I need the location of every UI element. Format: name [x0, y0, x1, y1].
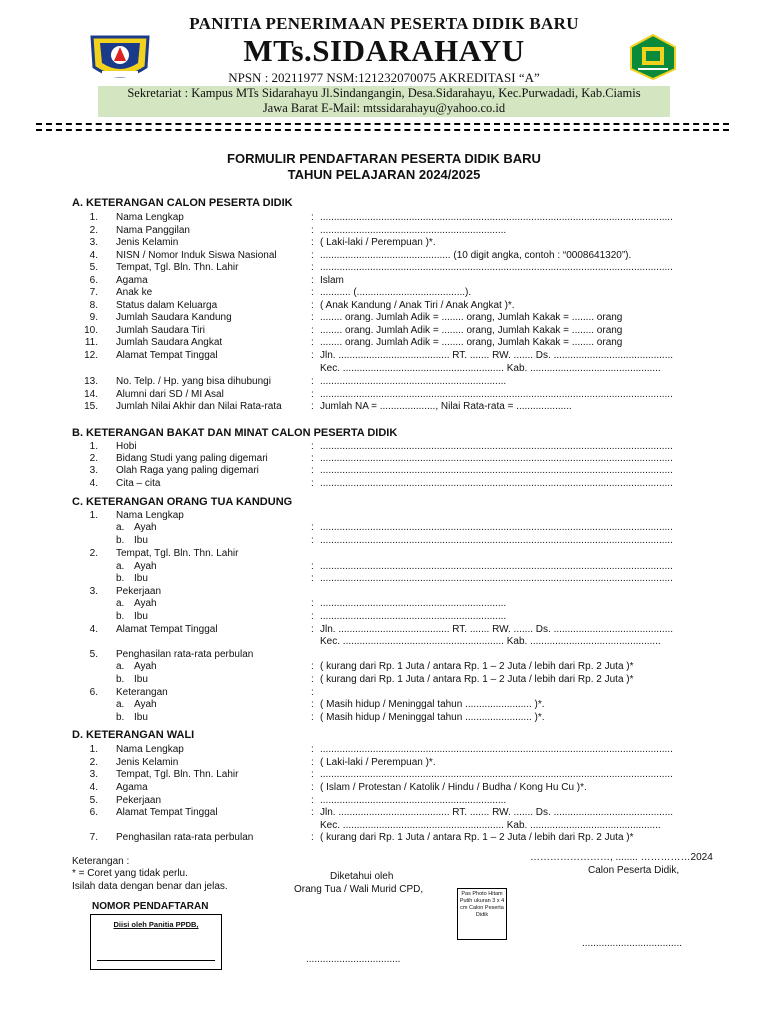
field-label: Penghasilan rata-rata perbulan — [116, 649, 254, 660]
item-number: 2. — [89, 453, 98, 464]
registration-number-heading: NOMOR PENDAFTARAN — [92, 901, 209, 912]
item-number: 5. — [89, 795, 98, 806]
field-label: Ayah — [134, 699, 157, 710]
field-label: Alamat Tempat Tinggal — [116, 350, 218, 361]
sub-item-letter: b. — [116, 535, 125, 546]
field-label: Jumlah Saudara Angkat — [116, 337, 223, 348]
field-separator: : — [311, 832, 314, 843]
field-label: Bidang Studi yang paling digemari — [116, 453, 268, 464]
item-number: 9. — [89, 312, 98, 323]
item-number: 5. — [89, 649, 98, 660]
field-separator: : — [311, 598, 314, 609]
field-label: Ayah — [134, 561, 157, 572]
field-separator: : — [311, 561, 314, 572]
item-number: 7. — [89, 832, 98, 843]
item-number: 12. — [84, 350, 98, 361]
field-label: Status dalam Keluarga — [116, 300, 218, 311]
field-separator: : — [311, 465, 314, 476]
section-heading: A. KETERANGAN CALON PESERTA DIDIK — [72, 197, 293, 209]
field-value[interactable]: Islam — [320, 275, 344, 286]
field-value[interactable]: Kec. .......................................................... Kab. ............................................... — [320, 820, 661, 831]
field-value[interactable]: ............................................................................................................................... — [320, 453, 673, 464]
field-value[interactable]: ............................................................................................................................... — [320, 744, 673, 755]
field-value[interactable]: ( kurang dari Rp. 1 Juta / antara Rp. 1 – 2 Juta / lebih dari Rp. 2 Juta )* — [320, 674, 634, 685]
address-line-2: Jawa Barat E-Mail: mtssidarahayu@yahoo.co.id — [262, 101, 506, 115]
field-separator: : — [311, 441, 314, 452]
field-label: Ibu — [134, 573, 148, 584]
field-value[interactable]: ................................................................... — [320, 598, 507, 609]
field-value[interactable]: ............................................................................................................................... — [320, 465, 673, 476]
form-title-line-2: TAHUN PELAJARAN 2024/2025 — [287, 167, 481, 182]
field-label: Tempat, Tgl. Bln. Thn. Lahir — [116, 262, 239, 273]
sub-item-letter: b. — [116, 573, 125, 584]
sub-item-letter: b. — [116, 712, 125, 723]
field-label: Hobi — [116, 441, 137, 452]
field-separator: : — [311, 453, 314, 464]
field-value[interactable]: ............................................... (10 digit angka, contoh : “0008641320”). — [320, 250, 632, 261]
field-separator: : — [311, 674, 314, 685]
item-number: 3. — [89, 237, 98, 248]
field-label: Alumni dari SD / MI Asal — [116, 389, 224, 400]
field-separator: : — [311, 478, 314, 489]
field-value[interactable]: ............................................................................................................................... — [320, 212, 673, 223]
field-value[interactable]: ( kurang dari Rp. 1 Juta / antara Rp. 1 – 2 Juta / lebih dari Rp. 2 Juta )* — [320, 832, 634, 843]
organizer-heading: PANITIA PENERIMAAN PESERTA DIDIK BARU — [189, 14, 579, 33]
secretariat-address — [98, 86, 670, 117]
item-number: 4. — [89, 250, 98, 261]
acknowledged-label: Diketahui oleh — [330, 871, 394, 882]
field-separator: : — [311, 699, 314, 710]
field-label: Anak ke — [116, 287, 153, 298]
header-divider — [36, 123, 729, 131]
field-value[interactable]: ........ orang. Jumlah Adik = ........ orang, Jumlah Kakak = ........ orang — [320, 312, 623, 323]
field-separator: : — [311, 782, 314, 793]
item-number: 5. — [89, 262, 98, 273]
field-label: Tempat, Tgl. Bln. Thn. Lahir — [116, 548, 239, 559]
form-title — [0, 151, 768, 183]
parent-guardian-label: Orang Tua / Wali Murid CPD, — [294, 884, 424, 895]
item-number: 2. — [89, 548, 98, 559]
sub-item-letter: a. — [116, 699, 125, 710]
field-separator: : — [311, 262, 314, 273]
item-number: 3. — [89, 769, 98, 780]
sub-item-letter: a. — [116, 561, 125, 572]
field-value[interactable]: Jumlah NA = ...................., Nilai Rata-rata = .................... — [320, 401, 572, 412]
field-value[interactable]: Jln. ........................................ RT. ....... RW. ....... Ds. ........................................... — [320, 350, 674, 361]
sub-item-letter: b. — [116, 611, 125, 622]
field-separator: : — [311, 237, 314, 248]
item-number: 11. — [84, 337, 98, 348]
item-number: 8. — [89, 300, 98, 311]
field-value[interactable]: ( Masih hidup / Meninggal tahun ........................ )*. — [320, 712, 545, 723]
field-label: Jenis Kelamin — [116, 237, 179, 248]
item-number: 14. — [84, 389, 98, 400]
item-number: 1. — [89, 441, 98, 452]
field-value[interactable]: ................................................................... — [320, 611, 507, 622]
field-value[interactable]: ( Islam / Protestan / Katolik / Hindu / Budha / Kong Hu Cu )*. — [320, 782, 587, 793]
field-value[interactable]: ........ orang. Jumlah Adik = ........ orang, Jumlah Kakak = ........ orang — [320, 337, 623, 348]
registration-number-line — [97, 960, 215, 961]
candidate-signature-line[interactable]: .................................... — [582, 938, 683, 949]
field-label: Alamat Tempat Tinggal — [116, 807, 218, 818]
field-separator: : — [311, 250, 314, 261]
committee-only-label: Diisi oleh Panitia PPDB, — [113, 920, 199, 929]
field-label: Cita – cita — [116, 478, 161, 489]
field-label: Ibu — [134, 611, 148, 622]
field-value[interactable]: ............................................................................................................................... — [320, 478, 673, 489]
field-value[interactable]: ................................................................... — [320, 376, 507, 387]
sub-item-letter: a. — [116, 522, 125, 533]
sub-item-letter: a. — [116, 598, 125, 609]
parent-signature-line[interactable]: .................................. — [306, 954, 401, 965]
field-value[interactable]: ( Anak Kandung / Anak Tiri / Anak Angkat )*. — [320, 300, 515, 311]
field-separator: : — [311, 807, 314, 818]
field-separator: : — [311, 350, 314, 361]
field-value[interactable]: ............................................................................................................................... — [320, 441, 673, 452]
field-separator: : — [311, 337, 314, 348]
field-separator: : — [311, 661, 314, 672]
note-strike: * = Coret yang tidak perlu. — [72, 868, 188, 879]
candidate-label: Calon Peserta Didik, — [588, 865, 680, 876]
section-heading: D. KETERANGAN WALI — [72, 729, 195, 741]
field-separator: : — [311, 287, 314, 298]
section-heading: B. KETERANGAN BAKAT DAN MINAT CALON PESERTA DIDIK — [72, 427, 398, 439]
field-label: Keterangan — [116, 687, 168, 698]
field-label: Nama Lengkap — [116, 744, 184, 755]
field-label: Ibu — [134, 674, 148, 685]
field-value[interactable]: ............................................................................................................................... — [320, 389, 673, 400]
field-label: Agama — [116, 275, 148, 286]
item-number: 1. — [89, 510, 98, 521]
field-value[interactable]: Jln. ........................................ RT. ....... RW. ....... Ds. ........................................... — [320, 624, 674, 635]
field-separator: : — [311, 573, 314, 584]
sub-item-letter: a. — [116, 661, 125, 672]
field-label: Pekerjaan — [116, 586, 162, 597]
sub-item-letter: b. — [116, 674, 125, 685]
field-value[interactable]: ................................................................... — [320, 225, 507, 236]
item-number: 10. — [84, 325, 98, 336]
photo-placeholder: Pas Photo Hitam Putih ukuran 3 x 4 cm Calon Peserta Didik — [457, 888, 507, 940]
school-identifiers: NPSN : 20211977 NSM:121232070075 AKREDITASI “A” — [228, 70, 540, 85]
field-separator: : — [311, 212, 314, 223]
field-value[interactable]: ( Laki-laki / Perempuan )*. — [320, 757, 436, 768]
field-value[interactable]: ........ orang. Jumlah Adik = ........ orang, Jumlah Kakak = ........ orang — [320, 325, 623, 336]
field-separator: : — [311, 376, 314, 387]
item-number: 15. — [84, 401, 98, 412]
form-title-line-1: FORMULIR PENDAFTARAN PESERTA DIDIK BARU — [227, 151, 541, 166]
field-value[interactable]: ................................................................... — [320, 795, 507, 806]
field-value[interactable]: ............................................................................................................................... — [320, 535, 673, 546]
item-number: 7. — [89, 287, 98, 298]
note-fill: Isilah data dengan benar dan jelas. — [72, 881, 228, 892]
field-label: Jumlah Nilai Akhir dan Nilai Rata-rata — [116, 401, 282, 412]
field-value[interactable]: Kec. .......................................................... Kab. ............................................... — [320, 363, 661, 374]
field-separator: : — [311, 275, 314, 286]
item-number: 1. — [89, 744, 98, 755]
field-label: Ayah — [134, 522, 157, 533]
section-heading: C. KETERANGAN ORANG TUA KANDUNG — [72, 496, 293, 508]
field-value[interactable]: ............................................................................................................................... — [320, 262, 673, 273]
item-number: 2. — [89, 225, 98, 236]
field-separator: : — [311, 769, 314, 780]
registration-number-box[interactable] — [90, 914, 222, 970]
field-separator: : — [311, 312, 314, 323]
field-value[interactable]: ............................................................................................................................... — [320, 561, 673, 572]
field-label: Ibu — [134, 535, 148, 546]
field-separator: : — [311, 744, 314, 755]
item-number: 4. — [89, 478, 98, 489]
field-label: Olah Raga yang paling digemari — [116, 465, 259, 476]
item-number: 3. — [89, 586, 98, 597]
field-separator: : — [311, 389, 314, 400]
field-label: Jenis Kelamin — [116, 757, 179, 768]
item-number: 2. — [89, 757, 98, 768]
field-label: Ayah — [134, 661, 157, 672]
field-separator: : — [311, 687, 314, 698]
address-line-1: Sekretariat : Kampus MTs Sidarahayu Jl.Sindangangin, Desa.Sidarahayu, Kec.Purwadadi, Kab.Ciamis — [127, 86, 641, 100]
field-value[interactable]: ........... (.......................................). — [320, 287, 472, 298]
item-number: 4. — [89, 624, 98, 635]
field-label: Agama — [116, 782, 148, 793]
item-number: 6. — [89, 275, 98, 286]
field-separator: : — [311, 624, 314, 635]
field-label: Alamat Tempat Tinggal — [116, 624, 218, 635]
field-value[interactable]: ............................................................................................................................... — [320, 522, 673, 533]
field-value[interactable]: ............................................................................................................................... — [320, 769, 673, 780]
field-label: Tempat, Tgl. Bln. Thn. Lahir — [116, 769, 239, 780]
field-separator: : — [311, 225, 314, 236]
field-label: Ibu — [134, 712, 148, 723]
field-separator: : — [311, 757, 314, 768]
field-label: Penghasilan rata-rata perbulan — [116, 832, 254, 843]
field-label: Ayah — [134, 598, 157, 609]
field-value[interactable]: ( Laki-laki / Perempuan )*. — [320, 237, 436, 248]
field-label: Jumlah Saudara Kandung — [116, 312, 232, 323]
field-label: NISN / Nomor Induk Siswa Nasional — [116, 250, 277, 261]
field-separator: : — [311, 401, 314, 412]
item-number: 1. — [89, 212, 98, 223]
field-value[interactable]: ............................................................................................................................... — [320, 573, 673, 584]
field-value[interactable]: ( Masih hidup / Meninggal tahun ........................ )*. — [320, 699, 545, 710]
field-value[interactable]: ( kurang dari Rp. 1 Juta / antara Rp. 1 – 2 Juta / lebih dari Rp. 2 Juta )* — [320, 661, 634, 672]
field-label: Nama Panggilan — [116, 225, 190, 236]
field-label: Nama Lengkap — [116, 510, 184, 521]
school-name: MTs.SIDARAHAYU — [243, 33, 525, 68]
date-place-field[interactable]: ……………………, ........ ……………2024 — [530, 852, 713, 863]
field-label: Pekerjaan — [116, 795, 162, 806]
item-number: 6. — [89, 687, 98, 698]
field-separator: : — [311, 522, 314, 533]
item-number: 13. — [84, 376, 98, 387]
field-value[interactable]: Kec. .......................................................... Kab. ............................................... — [320, 636, 661, 647]
field-separator: : — [311, 611, 314, 622]
field-value[interactable]: Jln. ........................................ RT. ....... RW. ....... Ds. ........................................... — [320, 807, 674, 818]
field-separator: : — [311, 300, 314, 311]
field-separator: : — [311, 325, 314, 336]
field-label: Jumlah Saudara Tiri — [116, 325, 205, 336]
field-separator: : — [311, 795, 314, 806]
field-label: No. Telp. / Hp. yang bisa dihubungi — [116, 376, 271, 387]
field-separator: : — [311, 535, 314, 546]
item-number: 6. — [89, 807, 98, 818]
notes-heading: Keterangan : — [72, 856, 130, 867]
item-number: 4. — [89, 782, 98, 793]
item-number: 3. — [89, 465, 98, 476]
field-separator: : — [311, 712, 314, 723]
field-label: Nama Lengkap — [116, 212, 184, 223]
